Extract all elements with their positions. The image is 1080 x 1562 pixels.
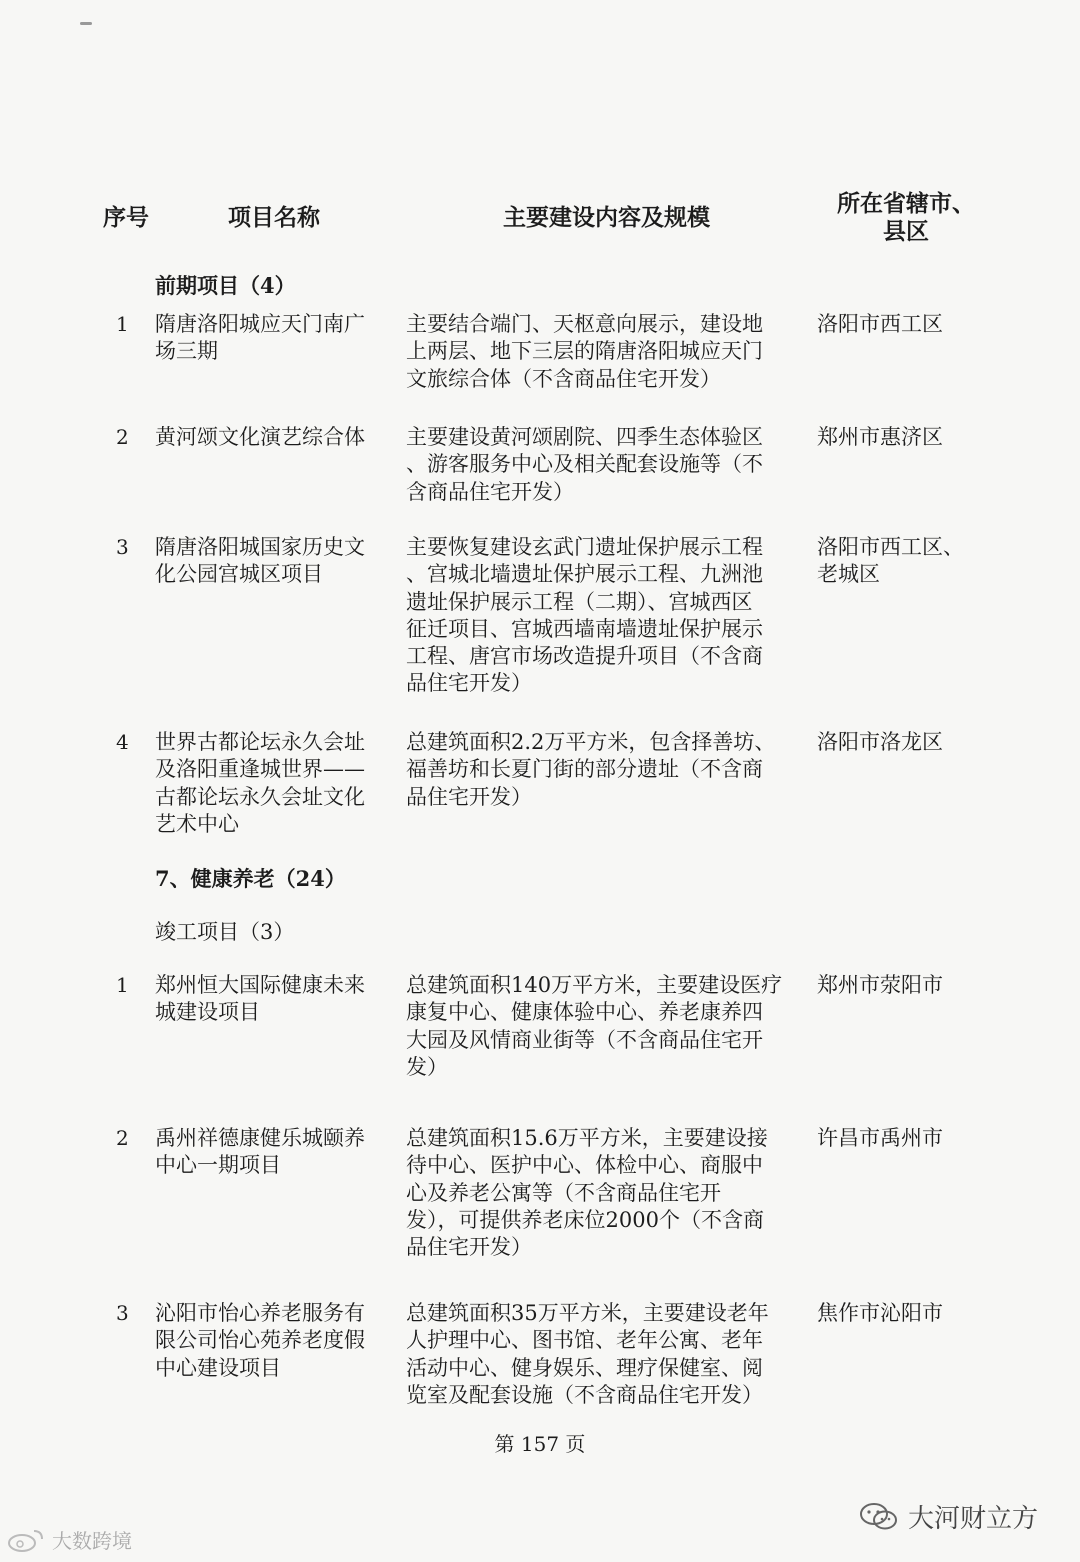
- row-number: 4: [116, 730, 129, 754]
- section-health-title: 7、健康养老（24）: [155, 866, 346, 891]
- row-number: 3: [116, 535, 129, 559]
- watermark-right: [858, 1498, 1038, 1535]
- watermark-left: [6, 1525, 132, 1554]
- project-content: 主要恢复建设玄武门遗址保护展示工程 、宫城北墙遗址保护展示工程、九洲池 遗址保护展示工程（二期）、宫城西区 征迁项目、宫城西墙南墙遗址保护展示 工程、唐宫市场改造提升项目（不含商 品住宅开发）: [406, 535, 763, 696]
- row-number: 2: [116, 1126, 129, 1150]
- page-number: 第 157 页: [494, 1432, 586, 1456]
- section-completed-title: 竣工项目（3）: [155, 920, 295, 944]
- header-location: 所在省辖市、 县区: [837, 190, 975, 245]
- watermark-right-text: 大河财立方: [908, 1504, 1039, 1534]
- project-name: 黄河颂文化演艺综合体: [155, 425, 365, 449]
- header-content: 主要建设内容及规模: [503, 204, 710, 231]
- project-name: 世界古都论坛永久会址 及洛阳重逢城世界—— 古都论坛永久会址文化 艺术中心: [155, 730, 365, 836]
- project-location: 许昌市禹州市: [817, 1126, 943, 1150]
- project-content: 主要结合端门、天枢意向展示，建设地 上两层、地下三层的隋唐洛阳城应天门 文旅综合体（不含商品住宅开发）: [406, 312, 763, 391]
- project-content: 总建筑面积35万平方米，主要建设老年 人护理中心、图书馆、老年公寓、老年 活动中心、健身娱乐、理疗保健室、阅 览室及配套设施（不含商品住宅开发）: [406, 1301, 769, 1407]
- row-number: 2: [116, 425, 129, 449]
- project-name: 隋唐洛阳城应天门南广 场三期: [155, 312, 365, 364]
- weibo-icon: [6, 1527, 46, 1553]
- project-name: 隋唐洛阳城国家历史文 化公园宫城区项目: [155, 535, 365, 587]
- project-location: 洛阳市西工区: [817, 312, 943, 336]
- watermark-left-text: 大数跨境: [52, 1529, 132, 1553]
- project-location: 洛阳市西工区、 老城区: [817, 535, 964, 587]
- row-number: 1: [116, 973, 129, 997]
- header-name: 项目名称: [228, 204, 320, 231]
- project-content: 总建筑面积140万平方米，主要建设医疗 康复中心、健康体验中心、养老康养四 大园及风情商业街等（不含商品住宅开 发）: [406, 973, 783, 1079]
- row-number: 1: [116, 312, 129, 336]
- project-location: 洛阳市洛龙区: [817, 730, 943, 754]
- scan-speck: [80, 22, 92, 25]
- project-content: 主要建设黄河颂剧院、四季生态体验区 、游客服务中心及相关配套设施等（不 含商品住宅开发）: [406, 425, 763, 504]
- project-location: 焦作市沁阳市: [817, 1301, 943, 1325]
- project-content: 总建筑面积15.6万平方米，主要建设接 待中心、医护中心、体检中心、商服中 心及养老公寓等（不含商品住宅开 发），可提供养老床位2000个（不含商 品住宅开发）: [406, 1126, 768, 1260]
- project-location: 郑州市荥阳市: [817, 973, 943, 997]
- project-content: 总建筑面积2.2万平方米，包含择善坊、 福善坊和长夏门街的部分遗址（不含商 品住宅开发）: [406, 730, 776, 809]
- row-number: 3: [116, 1301, 129, 1325]
- project-name: 禹州祥德康健乐城颐养 中心一期项目: [155, 1126, 365, 1178]
- project-name: 郑州恒大国际健康未来 城建设项目: [155, 973, 365, 1025]
- header-no: 序号: [103, 204, 149, 231]
- section-prelim-title: 前期项目（4）: [155, 273, 296, 298]
- project-location: 郑州市惠济区: [817, 425, 943, 449]
- project-name: 沁阳市怡心养老服务有 限公司怡心苑养老度假 中心建设项目: [155, 1301, 365, 1380]
- wechat-icon: [858, 1502, 900, 1532]
